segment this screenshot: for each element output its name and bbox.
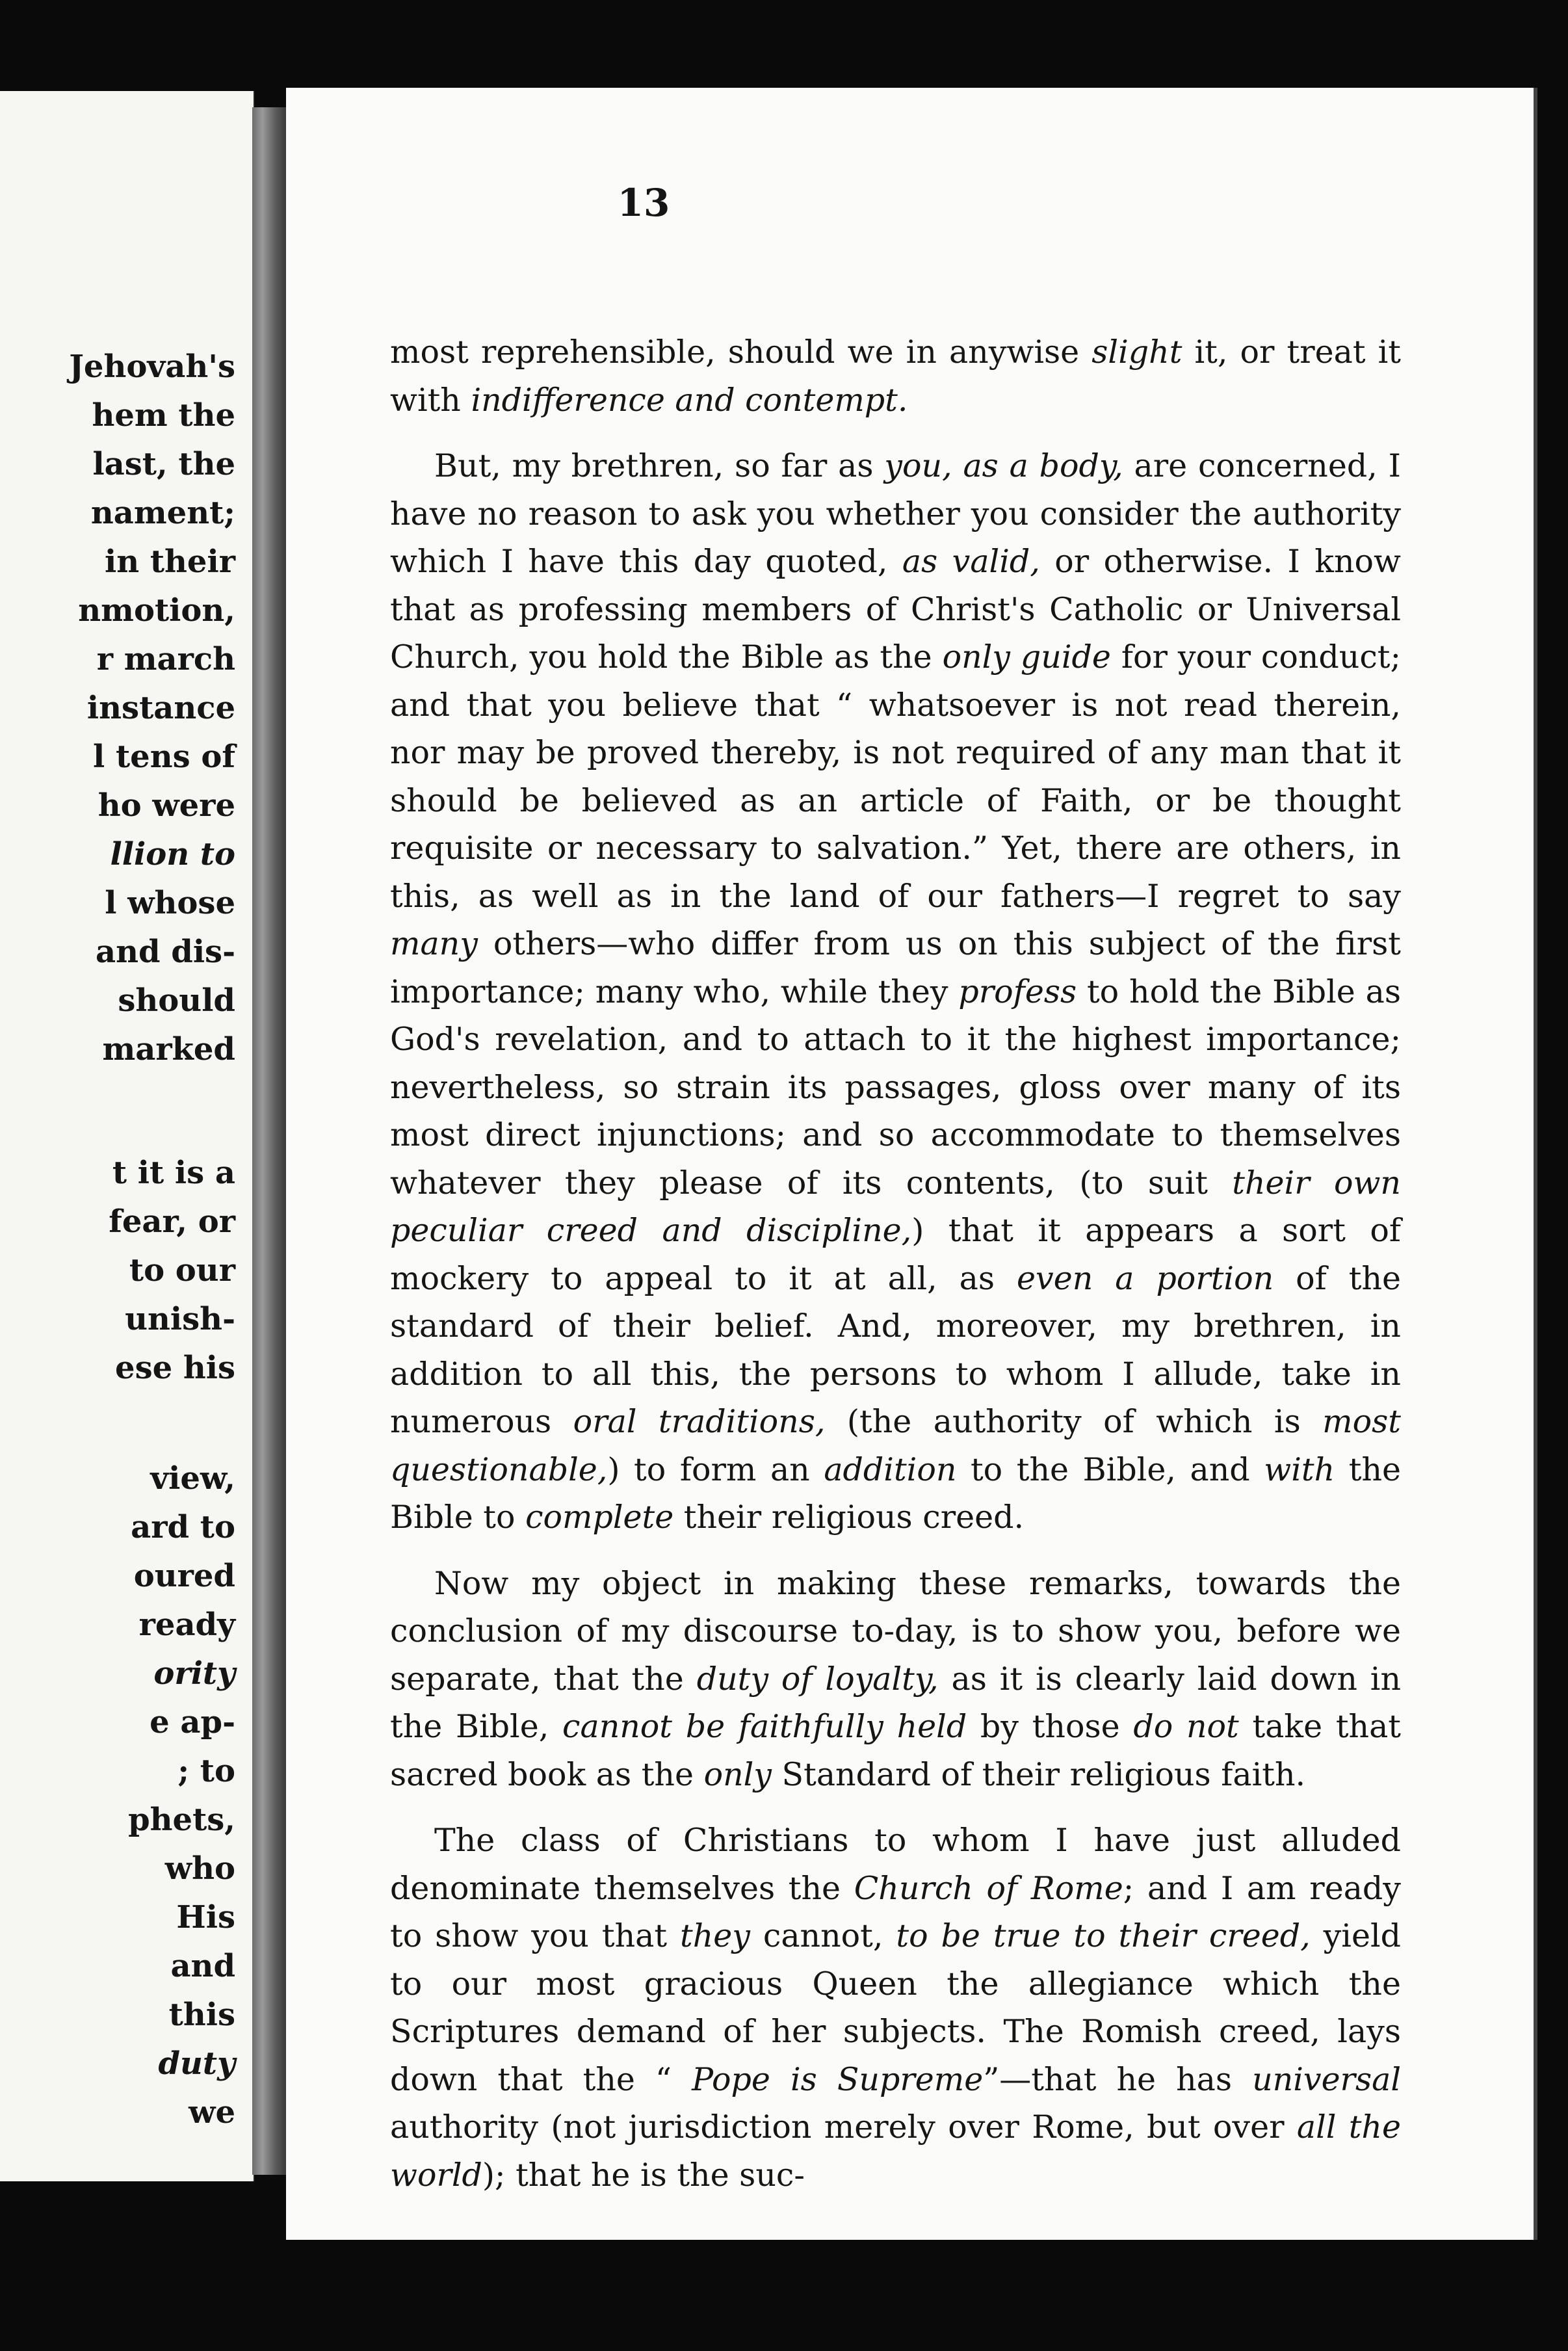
text-run: ”—that he has: [983, 2060, 1253, 2098]
facing-page-line: duty: [158, 2045, 235, 2082]
italic-text: oral traditions,: [573, 1403, 826, 1440]
text-run: take that sacred book as the: [390, 1708, 1401, 1793]
italic-text: even a portion: [1017, 1259, 1274, 1297]
facing-page-line: llion to: [110, 836, 235, 873]
italic-text: their own peculiar creed and discipline,: [390, 1164, 1401, 1249]
text-run: their religious creed.: [673, 1499, 1025, 1536]
facing-page-line: fear, or: [109, 1203, 235, 1240]
italic-text: Church of Rome: [854, 1869, 1123, 1907]
page-body-text: [390, 328, 1401, 2217]
italic-text: only: [703, 1755, 772, 1793]
text-run: to hold the Bible as God's revelation, and to attach to it the highest importance; nevertheless, so strain its passages, gloss over many of its most direct injunctions; and so accommodate to themselves whatever they please of its contents, (to suit: [390, 973, 1401, 1202]
text-run: ; and I am ready to show you that: [390, 1869, 1401, 1954]
text-run: ) to form an: [607, 1451, 824, 1488]
facing-page-line: r march: [96, 641, 235, 677]
text-run: as it is clearly laid down in the Bible,: [390, 1660, 1401, 1745]
facing-page-line: nament;: [90, 495, 235, 531]
facing-page-line: view,: [150, 1460, 235, 1497]
facing-page-line: phets,: [128, 1802, 235, 1838]
facing-page-line: hem the: [92, 397, 235, 434]
italic-text: all the world: [390, 2108, 1401, 2194]
italic-text: complete: [525, 1499, 674, 1536]
italic-text: many: [390, 925, 478, 962]
facing-page-line: this: [168, 1997, 235, 2033]
facing-page-line: ready: [138, 1607, 235, 1643]
text-run: others—who differ from us on this subject of the first importance; many who, while they: [390, 925, 1401, 1010]
facing-page-line: Jehovah's: [69, 348, 235, 385]
text-run: most reprehensible, should we in anywise: [390, 334, 1092, 371]
text-run: are concerned, I have no reason to ask you whether you consider the authority which I have this day quoted,: [390, 447, 1401, 580]
text-run: ) that it appears a sort of mockery to appeal to it at all, as: [390, 1212, 1401, 1297]
italic-text: you, as a body,: [884, 447, 1123, 484]
italic-text: with: [1264, 1451, 1335, 1488]
text-run: authority (not jurisdiction merely over Rome, but over: [390, 2108, 1297, 2146]
italic-text: most questionable,: [390, 1403, 1401, 1488]
book-gutter: [252, 107, 286, 2175]
facing-page-line: ; to: [177, 1753, 235, 1789]
italic-text: they: [680, 1917, 750, 1954]
facing-page-line: His: [176, 1899, 235, 1936]
facing-page-line: ard to: [131, 1509, 235, 1545]
italic-text: universal: [1252, 2060, 1402, 2098]
text-run: it, or treat it with: [390, 334, 1401, 419]
text-run: Now my object in making these remarks, towards the conclusion of my discourse to-day, is to show you, before we separate, that the: [390, 1564, 1401, 1698]
facing-page-line: t it is a: [112, 1155, 235, 1191]
facing-page-line: we: [189, 2094, 235, 2131]
paragraph: [390, 328, 1401, 424]
text-run: by those: [967, 1708, 1134, 1745]
facing-page-line: who: [164, 1850, 235, 1887]
facing-page-line: last, the: [92, 446, 235, 482]
text-run: the Bible to: [390, 1451, 1402, 1536]
facing-page-fragment: [0, 91, 255, 2181]
text-run: for your conduct; and that you believe that “ whatsoever is not read therein, nor may be proved thereby, is not required of any man that it should be believed as an article of Faith, or be thought requisite or necessary to salvation.” Yet, there are others, in this, as well as in the land of our fathers—I regret to say: [390, 638, 1401, 915]
facing-page-line: should: [118, 982, 235, 1019]
text-run: to the Bible, and: [956, 1451, 1264, 1488]
facing-page-line: ese his: [115, 1350, 235, 1386]
text-run: The class of Christians to whom I have just alluded denominate themselves the: [390, 1822, 1401, 1907]
paragraph: [390, 1560, 1401, 1799]
facing-page-line: marked: [102, 1031, 235, 1068]
facing-page-line: l whose: [105, 885, 235, 921]
facing-page-line: e ap-: [150, 1704, 235, 1740]
italic-text: duty of loyalty,: [696, 1660, 939, 1698]
facing-page-line: ority: [153, 1655, 235, 1692]
facing-page-line: to our: [129, 1252, 235, 1289]
italic-text: Pope is Supreme: [692, 2060, 984, 2098]
italic-text: to be true to their creed,: [896, 1917, 1311, 1954]
text-run: But, my brethren, so far as: [434, 447, 885, 484]
italic-text: only guide: [942, 638, 1111, 676]
paragraph: [390, 442, 1401, 1542]
text-run: Standard of their religious faith.: [771, 1755, 1306, 1793]
facing-page-line: unish-: [125, 1301, 235, 1337]
text-run: of the standard of their belief. And, moreover, my brethren, in addition to all this, the persons to whom I allude, take in numerous: [390, 1259, 1402, 1440]
italic-text: indifference and contempt.: [471, 381, 908, 419]
facing-page-line: and dis-: [95, 934, 235, 970]
facing-page-line: nmotion,: [78, 592, 235, 629]
page-number: 13: [617, 181, 670, 225]
facing-page-line: ho were: [98, 787, 235, 824]
italic-text: as valid,: [902, 543, 1040, 580]
facing-page-line: oured: [133, 1558, 235, 1594]
text-run: yield to our most gracious Queen the allegiance which the Scriptures demand of her subjects. The Romish creed, lays down that the “: [390, 1917, 1401, 2098]
facing-page-line: l tens of: [93, 739, 235, 775]
italic-text: slight: [1091, 334, 1183, 371]
text-run: ); that he is the suc-: [482, 2156, 805, 2194]
facing-page-line: and: [170, 1948, 235, 1984]
paragraph: [390, 1817, 1401, 2199]
facing-page-line: instance: [86, 690, 235, 726]
italic-text: do not: [1133, 1708, 1239, 1745]
text-run: cannot,: [750, 1917, 896, 1954]
text-run: (the authority of which is: [825, 1403, 1323, 1440]
italic-text: addition: [824, 1451, 957, 1488]
italic-text: cannot be faithfully held: [562, 1708, 967, 1745]
italic-text: profess: [958, 973, 1077, 1010]
text-run: or otherwise. I know that as professing members of Christ's Catholic or Universal Church, you hold the Bible as the: [390, 543, 1401, 676]
facing-page-line: in their: [105, 544, 235, 580]
